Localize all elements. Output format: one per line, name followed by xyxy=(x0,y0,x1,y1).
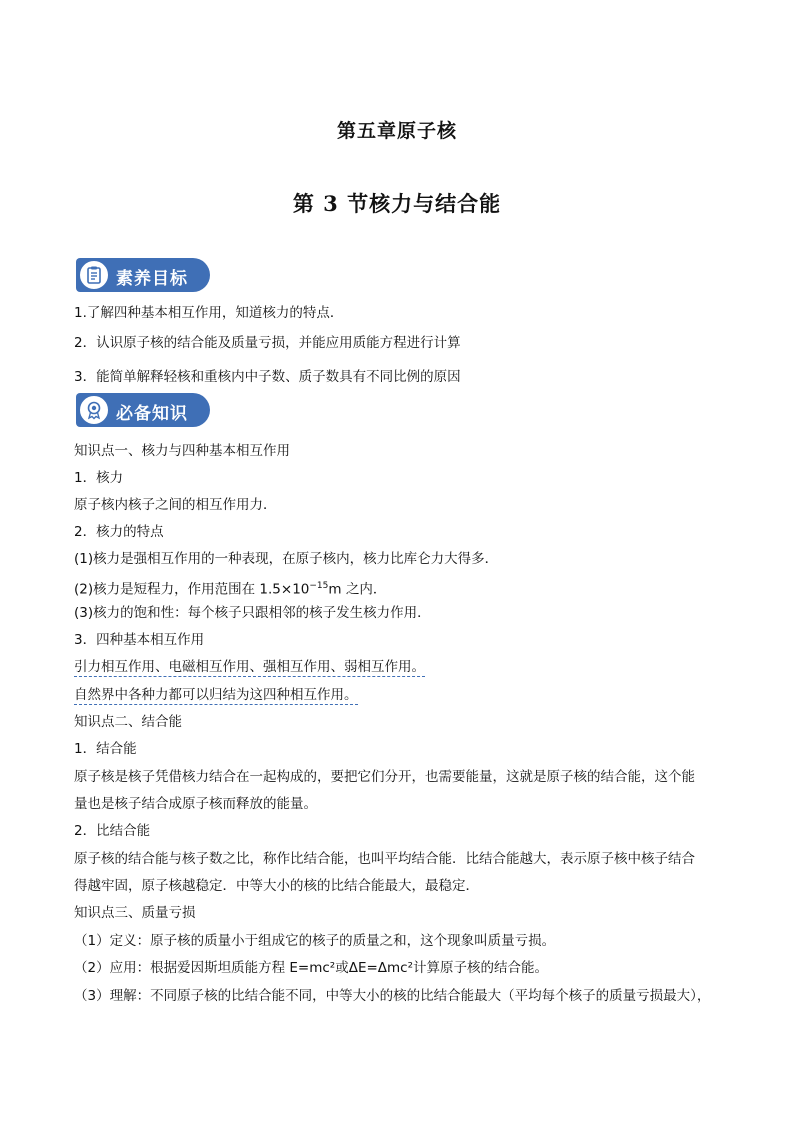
kp2-1-text-b: 量也是核子结合成原子核而释放的能量。 xyxy=(74,796,317,812)
kp1-1-text: 原子核内核子之间的相互作用力． xyxy=(74,497,277,513)
kp1-2-b-exponent: −15 xyxy=(309,581,329,591)
kp2-title: 知识点二、结合能 xyxy=(74,714,182,730)
goal-item: 3．能简单解释轻核和重核内中子数、质子数具有不同比例的原因 xyxy=(74,369,461,385)
kp1-3-b-text: 自然界中各种力都可以归结为这四种相互作用。 xyxy=(74,687,358,703)
chapter-title: 第五章原子核 xyxy=(336,120,457,142)
kp2-2-text-b: 得越牢固，原子核越稳定．中等大小的核的比结合能最大，最稳定． xyxy=(74,878,479,894)
kp3-title: 知识点三、质量亏损 xyxy=(74,905,196,921)
kp3-application: （2）应用：根据爱因斯坦质能方程 E=mc²或ΔE=Δmc²计算原子核的结合能。 xyxy=(74,960,549,976)
kp2-2-text-a: 原子核的结合能与核子数之比，称作比结合能，也叫平均结合能．比结合能越大，表示原子核中核子结合 xyxy=(74,851,695,867)
kp1-3-a-text: 引力相互作用、电磁相互作用、强相互作用、弱相互作用。 xyxy=(74,659,425,675)
kp1-2-a: (1)核力是强相互作用的一种表现，在原子核内，核力比库仑力大得多． xyxy=(74,551,499,567)
knowledge-badge-label: 必备知识 xyxy=(116,404,188,424)
kp3-definition: （1）定义：原子核的质量小于组成它的核子的质量之和，这个现象叫质量亏损。 xyxy=(74,933,556,949)
kp1-2-title: 2．核力的特点 xyxy=(74,524,164,540)
kp2-1-text-a: 原子核是核子凭借核力结合在一起构成的，要把它们分开，也需要能量，这就是原子核的结合能，这个能 xyxy=(74,769,695,785)
kp1-2-b-pre: (2)核力是短程力，作用范围在 1.5×10 xyxy=(74,581,310,598)
kp1-2-c: (3)核力的饱和性：每个核子只跟相邻的核子发生核力作用． xyxy=(74,605,431,621)
goal-item: 1.了解四种基本相互作用，知道核力的特点． xyxy=(74,305,344,321)
kp1-2-b-post: m 之内． xyxy=(328,581,387,598)
kp2-2-title: 2．比结合能 xyxy=(74,823,151,839)
goals-badge xyxy=(76,258,210,292)
kp3-understanding: （3）理解：不同原子核的比结合能不同，中等大小的核的比结合能最大（平均每个核子的质量亏损最大）， xyxy=(74,988,711,1004)
clipboard-icon xyxy=(78,259,110,291)
kp1-title: 知识点一、核力与四种基本相互作用 xyxy=(74,443,290,459)
medal-icon xyxy=(78,394,110,426)
kp2-1-title: 1．结合能 xyxy=(74,741,137,757)
goals-badge-label: 素养目标 xyxy=(116,269,188,289)
kp1-3-a xyxy=(74,658,425,676)
section-title: 第 3 节核力与结合能 xyxy=(292,191,502,216)
kp1-3-b xyxy=(74,686,358,704)
goal-item: 2．认识原子核的结合能及质量亏损，并能应用质能方程进行计算 xyxy=(74,335,461,351)
kp1-2-b xyxy=(74,577,386,599)
kp1-1-title: 1．核力 xyxy=(74,470,124,486)
knowledge-badge xyxy=(76,393,210,427)
kp1-3-title: 3．四种基本相互作用 xyxy=(74,632,205,648)
